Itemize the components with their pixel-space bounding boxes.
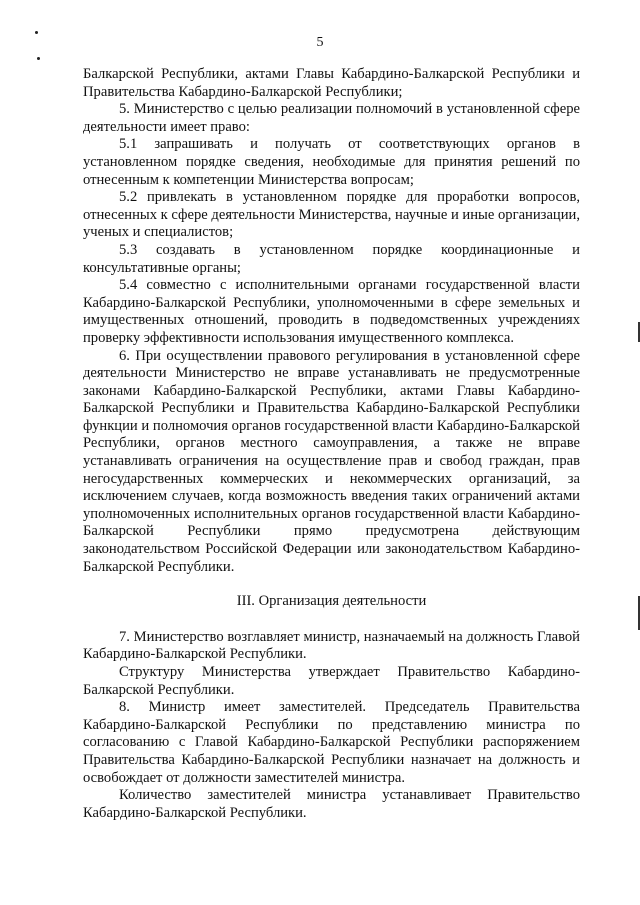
paragraph: 5. Министерство с целью реализации полномочий в установленной сфере деятельности имеет право: [83, 101, 580, 135]
paragraph: 5.1 запрашивать и получать от соответствующих органов в установленном порядке сведения, необходимые для принятия решений по отнесенным к компетенции Министерства вопросам; [83, 136, 580, 188]
paragraph: Количество заместителей министра устанавливает Правительство Кабардино-Балкарской Республики. [83, 787, 580, 821]
section-heading: III. Организация деятельности [236, 593, 427, 610]
scan-artifact-dot [37, 57, 40, 60]
paragraph: 6. При осуществлении правового регулирования в установленной сфере деятельности Министерство не вправе устанавливать не предусмотренные законами Кабардино-Балкарской Республики, актами Главы Кабардино-Балкарской Республики и Правительства Кабардино-Балкарской Республики функции и полномочия органов государственной власти Кабардино-Балкарской Республики, органов местного самоуправления, а также не вправе устанавливать ограничения на осуществление прав и свобод граждан, прав негосударственных коммерческих и некоммерческих организаций, за исключением случаев, когда возможность введения таких ограничений актами уполномоченных исполнительных органов государственной власти Кабардино-Балкарской Республики прямо предусмотрена действующим законодательством Российской Федерации или законодательством Кабардино-Балкарской Республики. [83, 347, 580, 575]
paragraph: 8. Министр имеет заместителей. Председатель Правительства Кабардино-Балкарской Республики по представлению министра по согласованию с Главой Кабардино-Балкарской Республики распоряжением Правительства Кабардино-Балкарской Республики назначает на должность и освобождает от должности заместителей министра. [83, 699, 580, 786]
paragraph: 5.3 создавать в установленном порядке координационные и консультативные органы; [83, 241, 580, 276]
paragraph: Структуру Министерства утверждает Правительство Кабардино-Балкарской Республики. [83, 664, 580, 698]
paragraph: Балкарской Республики, актами Главы Кабардино-Балкарской Республики и Правительства Кабардино-Балкарской Республики; [83, 66, 580, 100]
scan-artifact-dot [35, 31, 38, 34]
page-number: 5 [316, 35, 324, 50]
paragraph: 5.4 совместно с исполнительными органами государственной власти Кабардино-Балкарской Республики, уполномоченными в сфере земельных и имущественных отношений, проводить в подведомственных учреждениях проверку эффективности использования имущественного комплекса. [83, 277, 580, 346]
paragraph: 7. Министерство возглавляет министр, назначаемый на должность Главой Кабардино-Балкарской Республики. [83, 628, 580, 663]
document-body [83, 66, 580, 822]
paragraph: 5.2 привлекать в установленном порядке для проработки вопросов, отнесенных к сфере деятельности Министерства, научные и иные организации, ученых и специалистов; [83, 189, 580, 241]
